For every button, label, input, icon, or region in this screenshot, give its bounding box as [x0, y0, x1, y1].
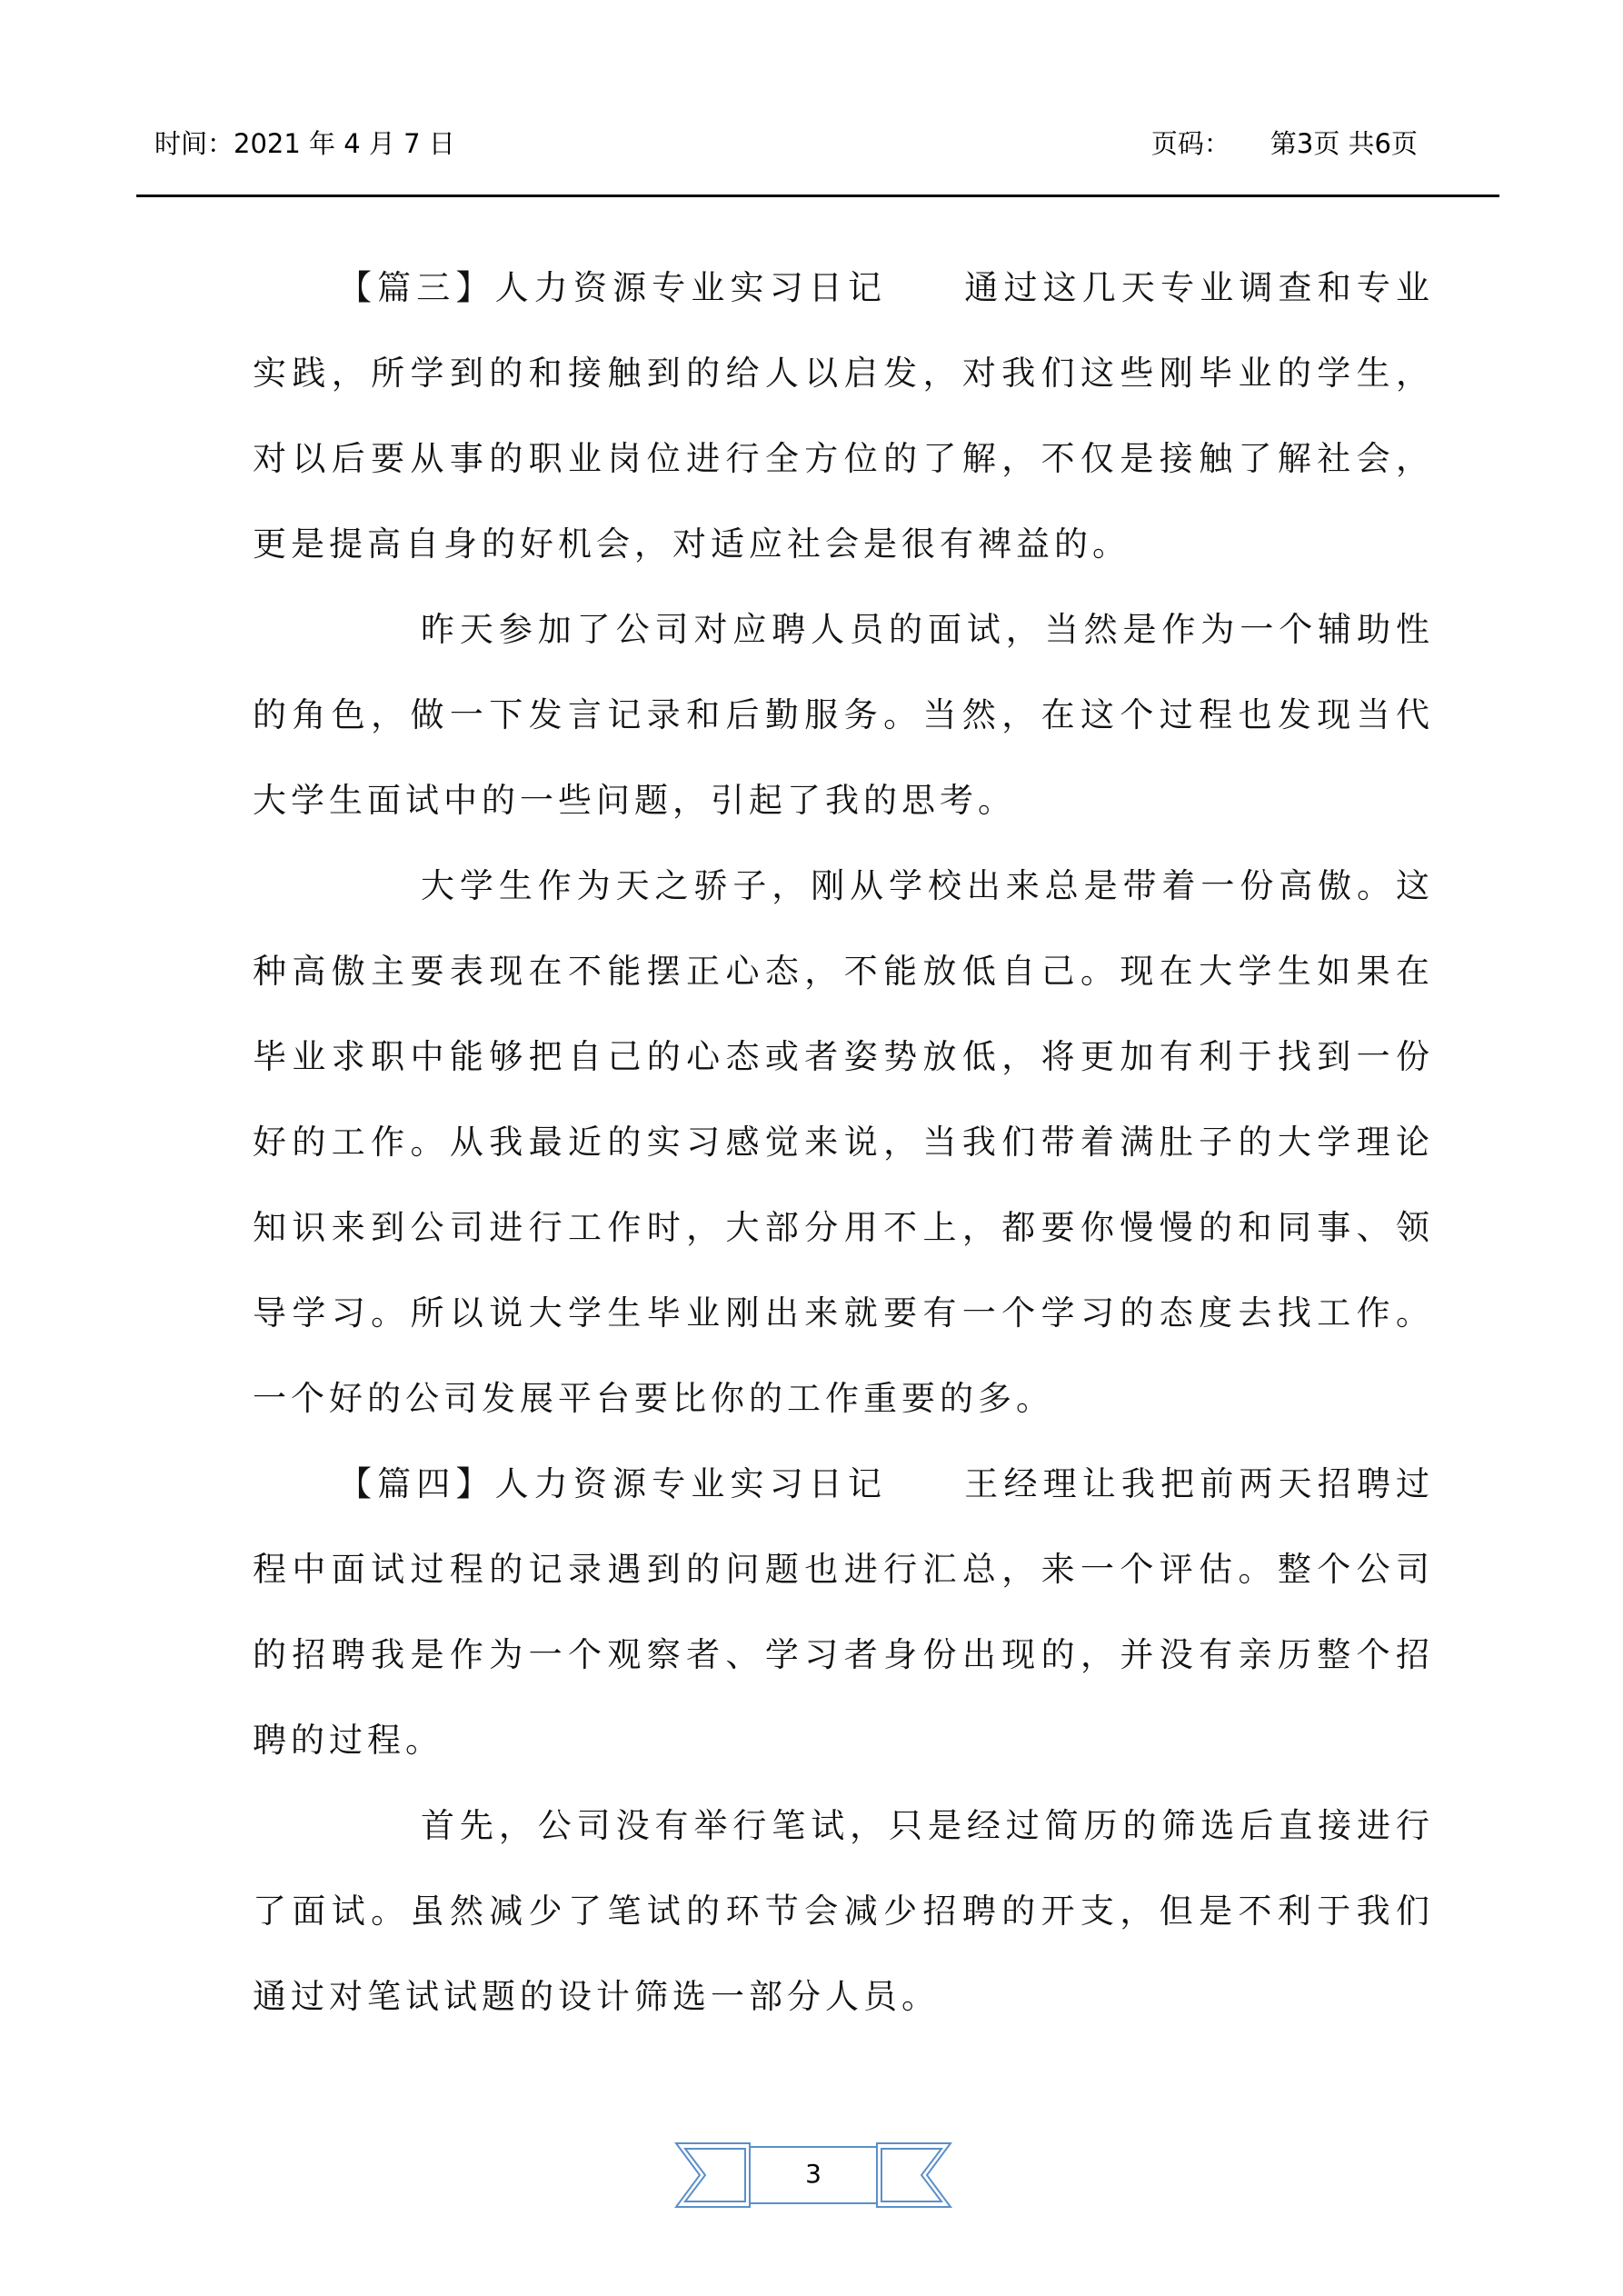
header-page-info — [1151, 124, 1418, 161]
header-page-label: 页码： — [1150, 128, 1230, 159]
document-body — [253, 245, 1434, 2040]
paragraph-4 — [253, 1442, 1434, 1783]
paragraph-2: 昨天参加了公司对应聘人员的面试，当然是作为一个辅助性的角色，做一下发言记录和后勤服务。当然，在这个过程也发现当代大学生面试中的一些问题，引起了我的思考。 — [253, 610, 1434, 820]
page-number: 3 — [805, 2159, 821, 2189]
header-date: 时间：2021 年 4 月 7 日 — [154, 128, 455, 159]
header-page-count: 第3页 共6页 — [1270, 128, 1418, 159]
paragraph-5: 首先，公司没有举行笔试，只是经过简历的筛选后直接进行了面试。虽然减少了笔试的环节会减少招聘的开支，但是不利于我们通过对笔试试题的设计筛选一部分人员。 — [253, 1806, 1434, 2016]
paragraph-4-text: 王经理让我把前两天招聘过程中面试过程的记录遇到的问题也进行汇总，来一个评估。整个公司的招聘我是作为一个观察者、学习者身份出现的，并没有亲历整个招聘的过程。 — [253, 1464, 1435, 1760]
paragraph-3: 大学生作为天之骄子，刚从学校出来总是带着一份高傲。这种高傲主要表现在不能摆正心态，不能放低自己。现在大学生如果在毕业求职中能够把自己的心态或者姿势放低，将更加有利于找到一份好的工作。从我最近的实习感觉来说，当我们带着满肚子的大学理论知识来到公司进行工作时，大部分用不上，都要你慢慢的和同事、领导学习。所以说大学生毕业刚出来就要有一个学习的态度去找工作。一个好的公司发展平台要比你的工作重要的多。 — [253, 866, 1434, 1418]
page-footer — [672, 2136, 954, 2218]
page-header — [154, 124, 1418, 164]
section-title-4: 【篇四】人力资源专业实习日记 — [338, 1464, 888, 1503]
paragraph-1-text: 通过这几天专业调查和专业实践，所学到的和接触到的给人以启发，对我们这些刚毕业的学生，对以后要从事的职业岗位进行全方位的了解，不仅是接触了解社会，更是提高自身的好机会，对适应社会是很有裨益的。 — [253, 268, 1435, 564]
paragraph-1 — [253, 245, 1434, 587]
section-title-3: 【篇三】人力资源专业实习日记 — [338, 268, 888, 307]
header-divider — [136, 195, 1499, 197]
